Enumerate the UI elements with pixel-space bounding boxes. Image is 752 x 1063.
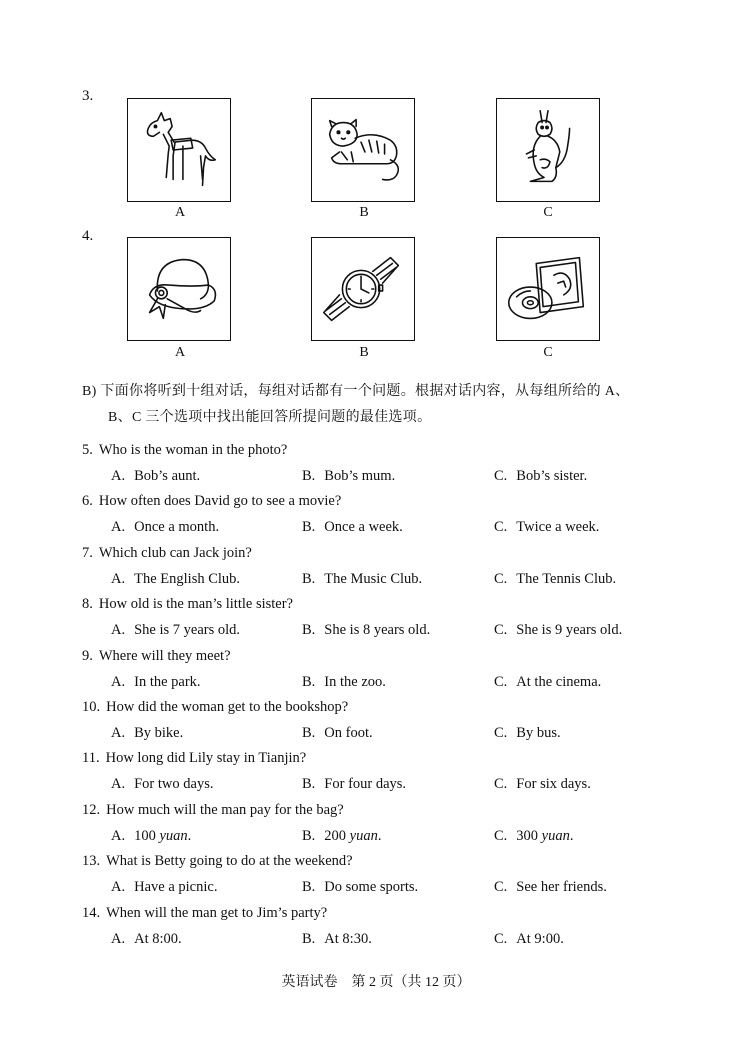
answer-option-text: For two days. — [134, 776, 214, 793]
question-number: 5. — [82, 442, 93, 458]
answer-option-text: She is 8 years old. — [324, 622, 431, 639]
answer-option-text: In the zoo. — [324, 673, 386, 690]
answer-option-letter: C. — [494, 468, 508, 484]
question-10 — [82, 699, 348, 716]
question-11 — [82, 750, 306, 767]
answer-option-letter: A. — [111, 622, 126, 639]
answer-option-c[interactable] — [494, 468, 587, 485]
answer-option-text: The Music Club. — [324, 570, 423, 587]
answer-option-letter: B. — [302, 570, 316, 587]
question-text: When will the man get to Jim’s party? — [106, 904, 328, 921]
answer-option-b[interactable] — [302, 931, 372, 948]
answer-option-a[interactable] — [111, 674, 201, 691]
answer-option-letter: A. — [111, 879, 126, 896]
answer-option-letter: B. — [302, 827, 316, 844]
question-3-number: 3. — [82, 88, 94, 104]
answer-option-text: Once a week. — [324, 519, 403, 536]
option-4a-image[interactable] — [127, 237, 231, 341]
answer-option-c[interactable] — [494, 931, 564, 948]
option-4b-label: B — [359, 345, 369, 360]
answer-option-a[interactable] — [111, 519, 219, 536]
question-text: How old is the man’s little sister? — [98, 596, 293, 613]
question-text: Which club can Jack join? — [98, 544, 252, 561]
answer-option-text: 300 — [516, 827, 539, 844]
answer-option-letter: C. — [494, 776, 508, 793]
answer-option-text: See her friends. — [516, 879, 607, 896]
question-text: What is Betty going to do at the weekend? — [106, 853, 353, 870]
question-13 — [82, 853, 353, 870]
section-b-text-1: 下面你将听到十组对话，每组对话都有一个问题。根据对话内容，从每组所给的 A、 — [100, 384, 630, 399]
option-4b-image[interactable] — [311, 237, 415, 341]
page-footer: 英语试卷 第 2 页（共 12 页） — [281, 975, 471, 990]
answer-option-c[interactable] — [494, 776, 591, 793]
answer-option-text: By bus. — [516, 725, 561, 741]
answer-option-b[interactable] — [302, 571, 422, 588]
answer-option-letter: A. — [111, 468, 126, 484]
question-text: How did the woman get to the bookshop? — [106, 699, 349, 715]
question-text: How much will the man pay for the bag? — [106, 801, 344, 818]
question-14 — [82, 905, 327, 922]
answer-option-a[interactable] — [111, 622, 240, 639]
question-number: 7. — [82, 544, 93, 561]
answer-option-letter: A. — [111, 673, 126, 690]
answer-option-letter: C. — [494, 930, 508, 947]
answer-option-a[interactable] — [111, 468, 200, 485]
question-number: 8. — [82, 596, 93, 613]
answer-option-a[interactable] — [111, 828, 191, 845]
answer-option-letter: B. — [302, 519, 316, 536]
answer-option-c[interactable] — [494, 879, 607, 896]
question-text: Who is the woman in the photo? — [98, 442, 288, 458]
question-12 — [82, 802, 344, 819]
question-5 — [82, 442, 287, 459]
answer-option-b[interactable] — [302, 776, 406, 793]
option-4a-label: A — [174, 345, 186, 360]
answer-option-text: By bike. — [134, 725, 184, 741]
option-4c-label: C — [543, 345, 553, 360]
answer-option-text: For four days. — [324, 776, 407, 793]
answer-option-text: At 9:00. — [516, 930, 564, 947]
question-number: 6. — [82, 493, 93, 510]
question-number: 9. — [82, 647, 93, 664]
answer-option-a[interactable] — [111, 879, 217, 896]
answer-option-b[interactable] — [302, 519, 403, 536]
answer-option-text: The Tennis Club. — [516, 570, 617, 587]
question-7 — [82, 545, 252, 562]
answer-option-letter: C. — [494, 725, 508, 741]
question-number: 14. — [82, 904, 101, 921]
answer-option-text: Do some sports. — [324, 879, 419, 896]
answer-option-letter: C. — [494, 519, 508, 536]
answer-option-text: Bob’s sister. — [516, 468, 588, 484]
answer-option-text: For six days. — [516, 776, 591, 793]
answer-option-text: At 8:00. — [134, 930, 182, 947]
question-6 — [82, 493, 341, 510]
answer-option-letter: B. — [302, 879, 316, 896]
option-3a-image[interactable] — [127, 98, 231, 202]
answer-option-letter: C. — [494, 827, 508, 844]
answer-option-letter: B. — [302, 468, 316, 484]
horse-icon — [128, 99, 230, 201]
section-b-label: B) — [82, 384, 97, 399]
option-3b-label: B — [359, 205, 369, 220]
answer-option-a[interactable] — [111, 776, 213, 793]
section-b-instruction-line1 — [82, 380, 629, 400]
answer-option-letter: A. — [111, 776, 126, 793]
answer-option-a[interactable] — [111, 931, 182, 948]
section-b-instruction-line2: B、C 三个选项中找出能回答所提问题的最佳选项。 — [108, 410, 432, 425]
option-3c-label: C — [543, 205, 553, 220]
answer-option-text: In the park. — [134, 673, 201, 690]
answer-option-letter: A. — [111, 930, 126, 947]
option-4c-image[interactable] — [496, 237, 600, 341]
hat-icon — [128, 238, 230, 340]
answer-option-letter: C. — [494, 879, 508, 896]
kangaroo-icon — [497, 99, 599, 201]
cd-icon — [497, 238, 599, 340]
answer-option-c[interactable] — [494, 828, 573, 845]
option-3b-image[interactable] — [311, 98, 415, 202]
answer-option-text: Have a picnic. — [134, 879, 218, 896]
option-3c-image[interactable] — [496, 98, 600, 202]
answer-option-text: She is 9 years old. — [516, 622, 623, 639]
answer-option-text: Once a month. — [134, 519, 220, 536]
answer-option-c[interactable] — [494, 622, 622, 639]
currency-unit: yuan — [159, 827, 188, 844]
answer-option-b[interactable] — [302, 674, 386, 691]
question-number: 13. — [82, 853, 101, 870]
answer-option-text: At 8:30. — [324, 930, 372, 947]
answer-option-a[interactable] — [111, 725, 183, 742]
answer-option-letter: B. — [302, 776, 316, 793]
question-number: 12. — [82, 801, 101, 818]
answer-option-text: Bob’s mum. — [324, 468, 396, 484]
currency-unit: yuan — [349, 827, 378, 844]
tiger-icon — [312, 99, 414, 201]
answer-option-text: Bob’s aunt. — [134, 468, 201, 484]
answer-option-letter: A. — [111, 570, 126, 587]
answer-option-end: . — [377, 827, 382, 844]
answer-option-letter: A. — [111, 725, 126, 741]
answer-option-b[interactable] — [302, 725, 373, 742]
answer-option-letter: C. — [494, 570, 508, 587]
question-text: How long did Lily stay in Tianjin? — [105, 750, 307, 767]
answer-option-letter: A. — [111, 827, 126, 844]
question-4-number: 4. — [82, 228, 94, 244]
answer-option-b[interactable] — [302, 879, 418, 896]
answer-option-c[interactable] — [494, 674, 601, 691]
question-text: How often does David go to see a movie? — [98, 493, 342, 510]
answer-option-b[interactable] — [302, 828, 381, 845]
currency-unit: yuan — [541, 827, 570, 844]
answer-option-text: On foot. — [324, 725, 373, 741]
question-text: Where will they meet? — [98, 647, 231, 664]
answer-option-text: 100 — [134, 827, 156, 844]
watch-icon — [312, 238, 414, 340]
question-number: 11. — [82, 750, 100, 767]
answer-option-letter: A. — [111, 519, 126, 536]
answer-option-a[interactable] — [111, 571, 240, 588]
question-number: 10. — [82, 699, 101, 715]
answer-option-letter: B. — [302, 622, 316, 639]
answer-option-text: 200 — [324, 827, 347, 844]
answer-option-letter: C. — [494, 673, 508, 690]
answer-option-letter: B. — [302, 930, 316, 947]
answer-option-b[interactable] — [302, 468, 395, 485]
answer-option-text: She is 7 years old. — [134, 622, 241, 639]
answer-option-text: The English Club. — [134, 570, 241, 587]
answer-option-text: Twice a week. — [516, 519, 600, 536]
answer-option-b[interactable] — [302, 622, 430, 639]
answer-option-c[interactable] — [494, 519, 599, 536]
answer-option-c[interactable] — [494, 571, 616, 588]
answer-option-end: . — [569, 827, 574, 844]
answer-option-c[interactable] — [494, 725, 561, 742]
question-9 — [82, 648, 231, 665]
question-8 — [82, 596, 293, 613]
answer-option-letter: B. — [302, 725, 316, 741]
answer-option-end: . — [187, 827, 192, 844]
option-3a-label: A — [174, 205, 186, 220]
answer-option-letter: B. — [302, 673, 316, 690]
answer-option-letter: C. — [494, 622, 508, 639]
answer-option-text: At the cinema. — [516, 673, 602, 690]
